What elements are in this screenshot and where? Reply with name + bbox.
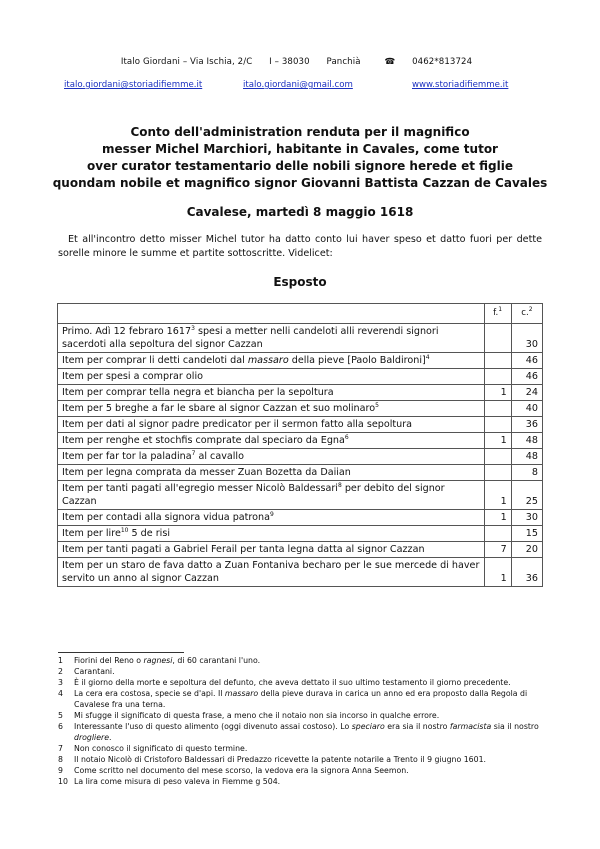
footnote-number: 10 (58, 777, 68, 786)
footnote-ref: 3 (191, 324, 195, 332)
item-text: Item per legna comprata da messer Zuan Bozetta da Daiian (62, 467, 351, 478)
carantani-value: 48 (511, 433, 542, 449)
footnote (58, 754, 542, 765)
item-text-cont: spesi a metter nelli candeloti alli reverendi signori sacerdoti alla sepoltura del signor Cazzan (62, 326, 439, 350)
header-description-cell (58, 304, 485, 324)
footnote-ref: 4 (425, 353, 430, 361)
footnote-text: Come scritto nel documento del mese scorso, la vedova era la signora Anna Seemon. (74, 766, 409, 775)
footnote (58, 765, 542, 776)
footnote (58, 743, 542, 754)
title-line: over curator testamentario delle nobili signore herede et figlie (87, 159, 513, 173)
footnote (58, 776, 542, 787)
footnote-ref: 7 (191, 449, 196, 457)
footnote (58, 666, 542, 677)
florins-value: 1 (484, 481, 511, 510)
footnote (58, 655, 542, 666)
footnote-ref: 8 (337, 481, 342, 489)
carantani-value: 48 (511, 449, 542, 465)
footnote-text: era sia il nostro (384, 722, 450, 731)
item-description (58, 369, 485, 385)
footnote (58, 688, 542, 710)
phone-number: 0462*813724 (412, 57, 473, 67)
place-date: Cavalese, martedì 8 maggio 1618 (186, 205, 414, 219)
carantani-value: 24 (511, 385, 542, 401)
table-row (58, 417, 543, 433)
carantani-value: 36 (511, 558, 542, 587)
item-description (58, 385, 485, 401)
item-text-cont: per debito del signor Cazzan (62, 483, 445, 507)
footnote-number: 8 (58, 755, 63, 764)
florins-value (484, 369, 511, 385)
item-text: Item per tanti pagati all'egregio messer Nicolò Baldessari (62, 483, 338, 494)
table-row (58, 324, 543, 353)
footnote-ref: 9 (270, 510, 274, 518)
email-link-1[interactable]: italo.giordani@storiadifiemme.it (64, 80, 203, 90)
florins-value: 7 (484, 542, 511, 558)
header-carantani: c.$^2$ (511, 304, 542, 324)
item-text: Primo. Adì 12 febraro 1617 (62, 326, 192, 337)
item-description (58, 401, 485, 417)
city: Panchià (326, 57, 361, 67)
table-row (58, 481, 543, 510)
carantani-value: 25 (511, 481, 542, 510)
item-text: Item per tanti pagati a Gabriel Ferail per tanta legna datta al signor Cazzan (62, 544, 425, 555)
item-text: Item per comprar li detti candeloti dal (62, 355, 248, 366)
table-row (58, 526, 543, 542)
footnote-text: Non conosco il significato di questo termine. (74, 744, 248, 753)
footnote-number: 4 (58, 689, 63, 698)
section-title: Esposto (273, 275, 327, 289)
footnote-text: Interessante l'uso di questo alimento (oggi divenuto assai costoso). Lo (74, 722, 352, 731)
footnote-italic: farmacista (449, 722, 492, 731)
footnote-text: Mi sfugge il significato di questa frase, a meno che il notaio non sia incorso in qualche errore. (74, 711, 440, 720)
footnote-text: sia il nostro (491, 722, 539, 731)
item-description (58, 449, 485, 465)
table-row (58, 558, 543, 587)
footnote-italic: ragnesi (143, 656, 173, 665)
footnote-text: È il giorno della morte e sepoltura del defunto, che aveva dettato il suo ultimo testamento il giorno precedente. (74, 678, 511, 687)
item-description (58, 526, 485, 542)
postal-code: I – 38030 (269, 57, 310, 67)
carantani-value: 46 (511, 369, 542, 385)
item-description (58, 353, 485, 369)
footnote-text: della pieve durava in carica un anno ed era proposto dalla Regola di Cavalese fra una terna. (74, 689, 528, 709)
footnote-text: La cera era costosa, specie se d'api. Il (74, 689, 225, 698)
item-description (58, 324, 485, 353)
item-text: Item per un staro de fava datto a Zuan Fontaniva becharo per le sue mercede di haver servito un anno al signor Cazzan (62, 560, 480, 584)
table-row (58, 449, 543, 465)
item-text-cont: al cavallo (195, 451, 244, 462)
footnote-number: 3 (58, 678, 63, 687)
footnote-text: . (109, 733, 112, 742)
table-row (58, 385, 543, 401)
footnote-ref: 6 (344, 433, 349, 441)
expense-table (57, 303, 543, 587)
item-description (58, 558, 485, 587)
item-description (58, 417, 485, 433)
florins-value (484, 324, 511, 353)
carantani-value: 15 (511, 526, 542, 542)
item-italic-term: massaro (247, 355, 289, 366)
footnote-text: Fiorini del Reno o (74, 656, 144, 665)
item-description (58, 510, 485, 526)
phone-icon: ☎ (384, 57, 396, 67)
florins-value (484, 401, 511, 417)
letterhead-address (0, 57, 600, 67)
title-line: Conto dell'administration renduta per il magnifico (130, 125, 470, 139)
carantani-value: 30 (511, 324, 542, 353)
item-text: Item per far tor la paladina (62, 451, 192, 462)
email-link-2[interactable]: italo.giordani@gmail.com (243, 80, 353, 90)
table-header-row (58, 304, 543, 324)
table-row (58, 433, 543, 449)
carantani-value: 46 (511, 353, 542, 369)
item-description (58, 481, 485, 510)
item-text-cont: della pieve [Paolo Baldironi] (288, 355, 426, 366)
florins-value: 1 (484, 510, 511, 526)
table-row (58, 465, 543, 481)
table-row (58, 353, 543, 369)
footnote-number: 7 (58, 744, 63, 753)
intro-paragraph: Et all'incontro detto misser Michel tutor ha datto conto lui haver speso et datto fuori per dette sorelle minore le summe et partite sottoscritte. Videlicet: (58, 234, 542, 259)
document-title (40, 124, 560, 192)
title-line: messer Michel Marchiori, habitante in Cavales, come tutor (102, 142, 498, 156)
item-description (58, 542, 485, 558)
florins-value (484, 417, 511, 433)
florins-value (484, 353, 511, 369)
carantani-value: 36 (511, 417, 542, 433)
website-link[interactable]: www.storiadifiemme.it (412, 80, 509, 90)
table-row (58, 510, 543, 526)
table-row (58, 542, 543, 558)
item-description (58, 433, 485, 449)
footnote-number: 2 (58, 667, 63, 676)
footnote-italic: massaro (224, 689, 259, 698)
carantani-value: 20 (511, 542, 542, 558)
item-text-cont: 5 de risi (128, 528, 171, 539)
header-florins: f.$^1$ (484, 304, 511, 324)
author-name-address: Italo Giordani – Via Ischia, 2/C (120, 57, 253, 67)
florins-value: 1 (484, 558, 511, 587)
footnote-text: Carantani. (74, 667, 115, 676)
footnote-text: La lira come misura di peso valeva in Fiemme g 504. (74, 777, 281, 786)
footnote-separator (58, 652, 184, 653)
florins-value: 1 (484, 433, 511, 449)
item-text: Item per 5 breghe a far le sbare al signor Cazzan et suo molinaro (62, 403, 376, 414)
footnote-text: , di 60 carantani l'uno. (172, 656, 261, 665)
florins-value (484, 465, 511, 481)
item-text: Item per lire (62, 528, 121, 539)
footnote-ref: 10 (120, 526, 129, 534)
florins-value (484, 526, 511, 542)
table-row (58, 401, 543, 417)
footnote (58, 721, 542, 743)
footnote-italic: speciaro (351, 722, 385, 731)
footnote-italic: drogliere (74, 733, 110, 742)
footnote-number: 5 (58, 711, 63, 720)
item-text: Item per contadi alla signora vidua patrona (62, 512, 270, 523)
title-line: quondam nobile et magnifico signor Giovanni Battista Cazzan de Cavales (52, 176, 548, 190)
footnote-number: 9 (58, 766, 63, 775)
footnote-ref: 5 (375, 401, 379, 409)
footnotes (58, 655, 542, 787)
item-text: Item per comprar tella negra et biancha per la sepoltura (62, 387, 334, 398)
carantani-value: 8 (511, 465, 542, 481)
footnote-number: 6 (58, 722, 63, 731)
item-text: Item per dati al signor padre predicator per il sermon fatto alla sepoltura (62, 419, 413, 430)
carantani-value: 30 (511, 510, 542, 526)
item-text: Item per renghe et stochfis comprate dal speciaro da Egna (62, 435, 345, 446)
item-text: Item per spesi a comprar olio (62, 371, 203, 382)
florins-value (484, 449, 511, 465)
footnote-number: 1 (58, 656, 63, 665)
table-row (58, 369, 543, 385)
florins-value: 1 (484, 385, 511, 401)
footnote-text: Il notaio Nicolò di Cristoforo Baldessari di Predazzo ricevette la patente notarile a Trento il 9 giugno 1601. (74, 755, 487, 764)
footnote (58, 677, 542, 688)
item-description (58, 465, 485, 481)
carantani-value: 40 (511, 401, 542, 417)
footnote (58, 710, 542, 721)
